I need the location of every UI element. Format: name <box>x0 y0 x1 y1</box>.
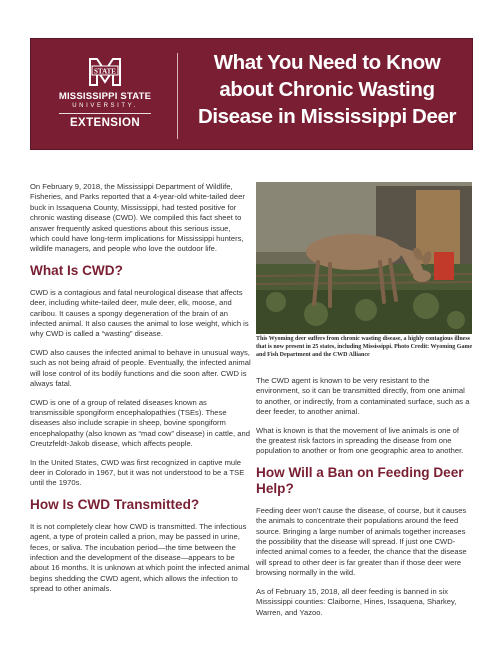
deer-photo <box>256 182 472 334</box>
photo-caption: This Wyoming deer suffers from chronic wasting disease, a highly contagious illness that is now present in 25 states, including Mississippi. Photo Credit: Wyoming Game and Fish Department and the CWD Alliance <box>256 336 473 358</box>
left-column <box>30 182 252 603</box>
paragraph: In the United States, CWD was first recognized in captive mule deer in Colorado in 1967, but it was not understood to be a TSE until the 1970s. <box>30 457 245 488</box>
title-line-3: Disease in Mississippi Deer <box>197 105 457 128</box>
heading-feeding-ban: How Will a Ban on Feeding Deer Help? <box>256 464 464 496</box>
msu-m-logo-icon <box>88 55 122 89</box>
page-title <box>185 49 469 130</box>
msu-extension-logo <box>41 55 169 139</box>
paragraph: Feeding deer won’t cause the disease, of course, but it causes the animals to concentrate their populations around the feed source. Bringing a large number of animals together increases the possibility that the disease will spread. If just one CWD-infected animal comes to a feeder, the chance that the disease will spread to other deer is far greater than if those deer were browsing normally in the wild. <box>256 505 467 578</box>
paragraph: CWD is a contagious and fatal neurological disease that affects deer, including white-tailed deer, mule deer, elk, moose, and caribou. It causes a spongy degeneration of the brain of an infected animal. It also causes the animal to lose weight, which is why CWD is called a “wasting” disease. <box>30 287 249 339</box>
logo-university-word: UNIVERSITY. <box>72 103 138 109</box>
paragraph: What is known is that the movement of live animals is one of the greatest risk factors in spreading the disease from one population to another or from one geographic area to another. <box>256 425 464 456</box>
title-line-1: What You Need to Know <box>213 51 441 74</box>
logo-university-name: MISSISSIPPI STATE <box>58 91 152 102</box>
logo-seal-text: STATE <box>94 67 116 76</box>
paragraph: CWD is one of a group of related diseases known as transmissible spongiform encephalopathies (TSEs). These diseases also include scrapie in sheep, bovine spongiform encephalopathy (also known as “mad cow” disease) in cattle, and Creutzfeldt-Jakob disease, which affects people. <box>30 397 250 449</box>
header-banner <box>30 38 473 150</box>
paragraph: The CWD agent is known to be very resistant to the environment, so it can be transmitted directly, from one animal to another, or indirectly, from a contaminated surface, such as a deer feeder, to another animal. <box>256 376 470 417</box>
right-column <box>256 376 471 626</box>
paragraph: As of February 15, 2018, all deer feeding is banned in six Mississippi counties: Claiborne, Hines, Issaquena, Sharkey, Warren, and Yazoo. <box>256 586 457 617</box>
heading-what-is-cwd: What Is CWD? <box>30 262 123 278</box>
heading-how-transmitted: How Is CWD Transmitted? <box>30 496 200 512</box>
intro-paragraph: On February 9, 2018, the Mississippi Department of Wildlife, Fisheries, and Parks reported that a 4-year-old white-tailed deer buck in Issaquena County, Mississippi, had tested positive for chronic wasting disease (CWD). We compiled this fact sheet to answer frequently asked questions about this serious issue, which could have long-term implications for Mississippi hunters, wildlife managers, and people who love the outdoor life. <box>30 182 245 254</box>
paragraph: It is not completely clear how CWD is transmitted. The infectious agent, a type of protein called a prion, may be passed in urine, feces, or saliva. The incubation period—the time between the infection and the development of the disease—appears to be about 16 months. It is unknown at which point the infected animal begins shedding the CWD agent, which allows the infection to spread to other animals. <box>30 521 250 594</box>
logo-rule <box>59 113 151 114</box>
header-divider <box>177 53 178 139</box>
paragraph: CWD also causes the infected animal to behave in unusual ways, such as not being afraid of people. Eventually, the infected animal will lose control of its bodily functions and die soon after. CWD is always fatal. <box>30 347 251 389</box>
title-line-2: about Chronic Wasting <box>219 78 435 101</box>
logo-extension: EXTENSION <box>69 117 141 129</box>
deer-photo-illustration <box>256 182 472 334</box>
